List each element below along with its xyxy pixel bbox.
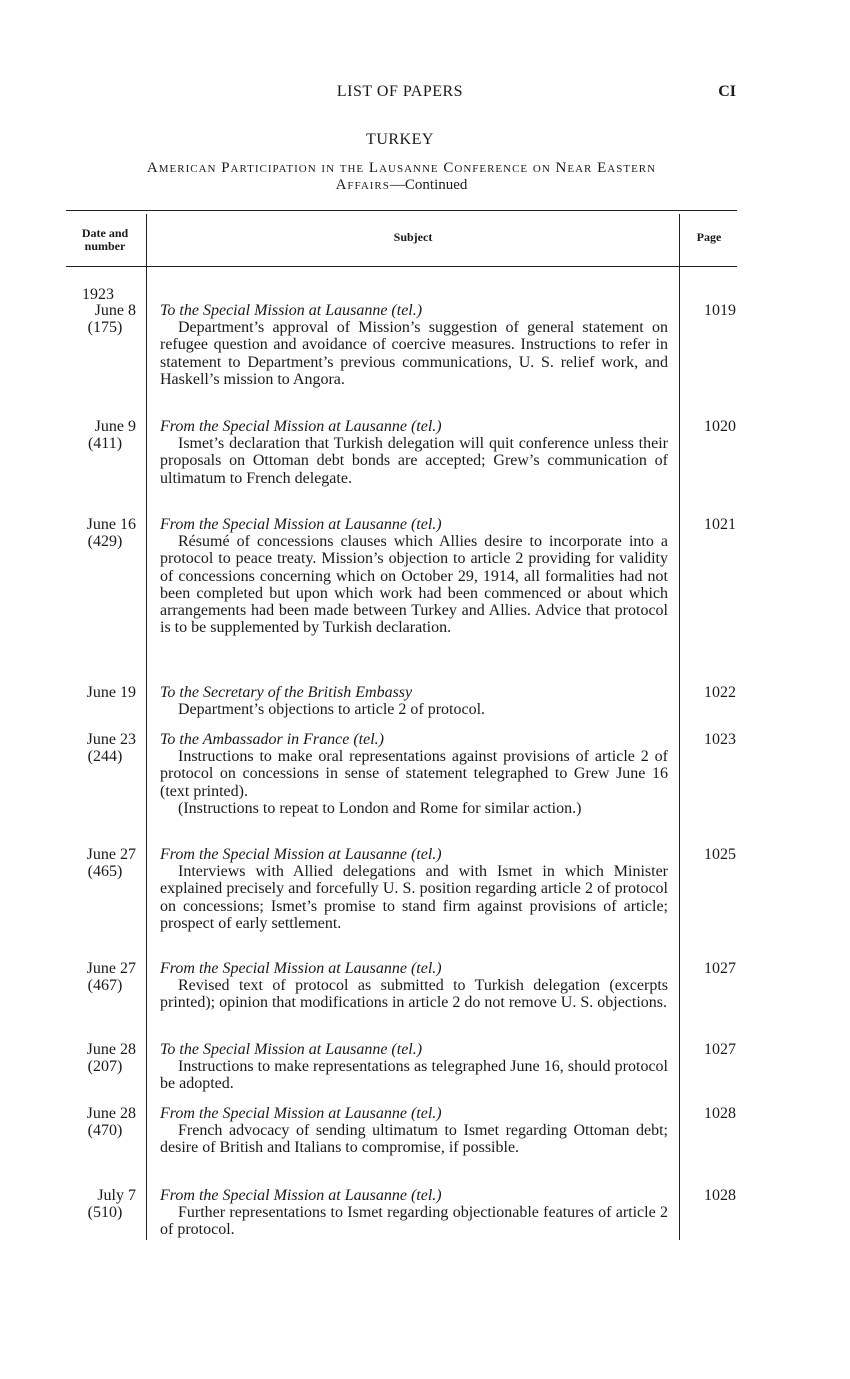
entry-subject — [160, 516, 668, 636]
entry-addressee: To the Secretary of the British Embassy — [160, 684, 413, 701]
entry-date-text: June 16 — [86, 516, 136, 533]
entry-date-text: June 9 — [94, 418, 136, 435]
entry-date — [66, 846, 136, 880]
running-head — [0, 83, 850, 107]
entry-description: Revised text of protocol as submitted to Turkish delegation (excerpts printed); opinion that modifications in article 2 do not remove U. S. objections. — [160, 977, 668, 1012]
column-header-subject: Subject — [393, 230, 433, 244]
entry-number: (207) — [87, 1058, 123, 1076]
entry-number: (467) — [87, 977, 123, 995]
entry-addressee: From the Special Mission at Lausanne (tel.) — [160, 1105, 442, 1122]
entry-number: (244) — [87, 748, 123, 766]
entry-page: 1028 — [704, 1187, 736, 1204]
column-header-page: Page — [696, 230, 722, 244]
entry-date-text: June 28 — [86, 1041, 136, 1058]
date-column-divider — [146, 214, 147, 1240]
entry-date — [66, 731, 136, 765]
subtitle-line-2-rest: —Continued — [389, 177, 468, 193]
entry-date — [66, 1187, 136, 1221]
entry-number: (175) — [87, 319, 123, 337]
entry-date — [66, 516, 136, 550]
entry-addressee: From the Special Mission at Lausanne (tel.) — [160, 418, 442, 435]
entry-number: (411) — [87, 435, 123, 453]
column-header-date-line2: number — [84, 239, 126, 253]
entry-description: Department’s objections to article 2 of protocol. — [178, 701, 486, 719]
entry-page: 1020 — [704, 418, 736, 435]
page-column-divider — [679, 214, 680, 1240]
entry-page: 1021 — [704, 516, 736, 533]
entry-number: (470) — [87, 1122, 123, 1140]
entry-description: Instructions to make oral representations against provisions of article 2 of protocol on concessions in sense of statement telegraphed to Grew June 16 (text printed). — [160, 748, 668, 800]
column-header-date-line1: Date and — [81, 226, 129, 240]
entry-description: Interviews with Allied delegations and with Ismet in which Minister explained precisely and forcefully U. S. position regarding article 2 of protocol on concessions; Ismet’s promise to stand firm against provisions of article; prospect of early settlement. — [160, 863, 668, 932]
entry-date — [66, 960, 136, 994]
subsection-title — [66, 160, 737, 194]
entry-date-text: June 19 — [86, 684, 136, 701]
year-label: 1923 — [82, 286, 114, 303]
section-title: TURKEY — [366, 131, 434, 148]
entry-date-text: June 23 — [86, 731, 136, 748]
entry-page: 1028 — [704, 1105, 736, 1122]
entry-addressee: To the Special Mission at Lausanne (tel.) — [160, 302, 423, 319]
entry-subject — [160, 846, 668, 932]
entry-date-text: June 28 — [86, 1105, 136, 1122]
entry-description: Instructions to make representations as telegraphed June 16, should protocol be adopted. — [160, 1058, 668, 1093]
entry-subject — [160, 684, 668, 718]
entry-description: Department’s approval of Mission’s suggestion of general statement on refugee question and avoidance of coercive measures. Instructions to refer in statement to Department’s previous communications, U. S. relief work, and Haskell’s mission to Angora. — [160, 319, 668, 388]
entry-addressee: From the Special Mission at Lausanne (tel.) — [160, 1187, 442, 1204]
entry-subject — [160, 1105, 668, 1157]
entry-subject — [160, 302, 668, 388]
entry-date — [66, 302, 136, 336]
entry-date — [66, 1041, 136, 1075]
entry-date — [66, 418, 136, 452]
entry-subject — [160, 418, 668, 487]
table-top-rule — [66, 210, 737, 211]
entry-description: Further representations to Ismet regarding objectionable features of article 2 of protocol. — [160, 1204, 668, 1239]
entry-subject — [160, 1041, 668, 1093]
entry-page: 1019 — [704, 302, 736, 319]
entry-subject — [160, 960, 668, 1012]
entry-date — [66, 1105, 136, 1139]
entry-description: Résumé of concessions clauses which Allies desire to incorporate into a protocol to peace treaty. Mission’s objection to article 2 providing for validity of concessions concerning which on October 29, 1914, all formalities had not been completed but upon which work had been commenced or about which arrangements had been made between Turkey and Allies. Advice that protocol is to be supplemented by Turkish declaration. — [160, 533, 668, 637]
entry-addressee: From the Special Mission at Lausanne (tel.) — [160, 960, 442, 977]
entry-subject — [160, 1187, 668, 1239]
subtitle-line-2 — [66, 177, 737, 194]
page-number: CI — [718, 83, 736, 100]
entry-number: (465) — [87, 863, 123, 881]
entry-addressee: From the Special Mission at Lausanne (tel.) — [160, 846, 442, 863]
entry-description: Ismet’s declaration that Turkish delegation will quit conference unless their proposals on Ottoman debt bonds are accepted; Grew’s communication of ultimatum to French delegate. — [160, 435, 668, 487]
entry-addressee: To the Ambassador in France (tel.) — [160, 731, 384, 748]
subtitle-line-2-smallcaps: Affairs — [335, 177, 390, 193]
entry-description: French advocacy of sending ultimatum to Ismet regarding Ottoman debt; desire of British and Italians to compromise, if possible. — [160, 1122, 668, 1157]
header-bottom-rule — [66, 266, 737, 267]
entry-page: 1027 — [704, 960, 736, 977]
column-header-date — [66, 227, 144, 253]
entry-date-text: June 27 — [86, 960, 136, 977]
entry-page: 1025 — [704, 846, 736, 863]
entry-date-text: June 27 — [86, 846, 136, 863]
entry-subject — [160, 731, 668, 817]
entry-addressee: To the Special Mission at Lausanne (tel.) — [160, 1041, 423, 1058]
entry-date-text: June 8 — [94, 302, 136, 319]
entry-note: (Instructions to repeat to London and Rome for similar action.) — [178, 799, 582, 817]
entry-addressee: From the Special Mission at Lausanne (tel.) — [160, 516, 442, 533]
entry-page: 1027 — [704, 1041, 736, 1058]
entry-page: 1023 — [704, 731, 736, 748]
entry-number: (429) — [87, 533, 123, 551]
running-title: LIST OF PAPERS — [336, 83, 464, 100]
entry-date — [66, 684, 136, 701]
entry-number: (510) — [87, 1204, 123, 1222]
subtitle-line-1: American Participation in the Lausanne Conference on Near Eastern — [146, 160, 657, 176]
entry-date-text: July 7 — [97, 1187, 136, 1204]
entry-page: 1022 — [704, 684, 736, 701]
